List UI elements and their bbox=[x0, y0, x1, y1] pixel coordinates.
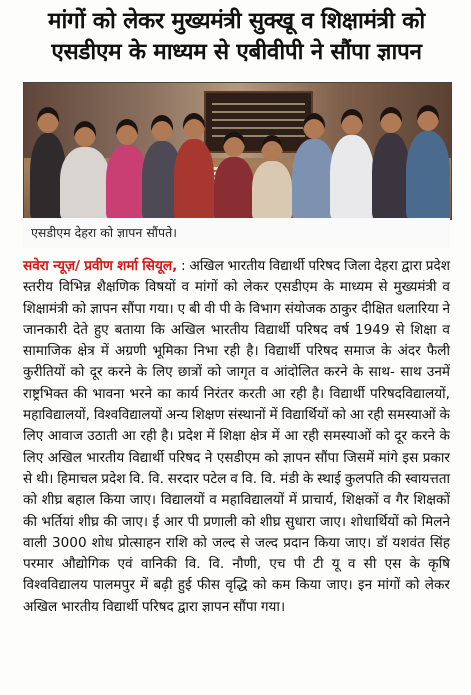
headline-line-2: एसडीएम के माध्यम से एबीवीपी ने सौंपा ज्ञापन bbox=[51, 39, 422, 65]
photo-person bbox=[60, 147, 110, 219]
photo-person bbox=[406, 131, 450, 219]
article-body bbox=[23, 256, 450, 618]
news-photo bbox=[23, 82, 452, 220]
photo-caption: एसडीएम देहरा को ज्ञापन सौंपते। bbox=[23, 218, 450, 248]
headline bbox=[12, 6, 461, 68]
photo-person bbox=[330, 135, 374, 219]
article-text: : अखिल भारतीय विद्यार्थी परिषद जिला देहरा द्वारा प्रदेश स्तरीय विभिन्न शैक्षणिक विषयों व मांगों को लेकर एसडीएम के माध्यम से मुख्यमंत्री व शिक्षामंत्री को ज्ञापन सौंपा गया। ए बी वी पी के विभाग संयोजक ठाकुर दीक्षित धलारिया ने जानकारी देते हुए बताया कि अखिल भारतीय विद्यार्थी परिषद वर्ष 1949 से शिक्षा व सामाजिक क्षेत्र में अग्रणी भूमिका निभा रही है। विद्यार्थी परिषद समाज के अंदर फैली कुरीतियों को दूर करने के लिए छात्रों को जागृत व आंदोलित करने के साथ- साथ उनमें राष्ट्रभिक्त की भावना भरने का कार्य निरंतर करती आ रही है। विद्यार्थी परिषदविद्यालयों, महाविद्यालयों, विश्वविद्यालयों अन्य शिक्षण संस्थानों में विद्यार्थियों को आ रही समस्याओं के लिए आवाज उठाती आ रही है। प्रदेश में शिक्षा क्षेत्र में आ रही समस्याओं को दूर करने के लिए अखिल भारतीय विद्यार्थी परिषद ने एसडीएम को ज्ञापन सौंपा जिसमें मांगे इस प्रकार से थी। हिमाचल प्रदेश वि. वि. सरदार पटेल व वि. वि. मंडी के स्थाई कुलपति की स्वायत्तता को शीघ्र बहाल किया जाए। विद्यालयों व महाविद्यालयों में प्राचार्य, शिक्षकों व गैर शिक्षकों की भर्तियां शीघ्र की जाए। ई आर पी प्रणाली को शीघ्र सुधारा जाए। शोधार्थियों को मिलने वाली 3000 शोध प्रोत्साहन राशि को जल्द से जल्द प्रदान किया जाए। डॉ यशवंत सिंह परमार औद्योगिक एवं वानिकी वि. वि. नौणी, एच पी टी यू व सी एस के कृषि विश्वविद्यालय पालमपुर में बढ़ी हुई फीस वृद्धि को कम किया जाए। इन मांगों को लेकर अखिल भारतीय विद्यार्थी परिषद द्वारा ज्ञापन सौंपा गया। bbox=[23, 258, 450, 615]
photo-person bbox=[252, 161, 292, 219]
photo-person bbox=[214, 157, 254, 219]
photo-notice-board bbox=[204, 91, 313, 153]
photo-person bbox=[174, 139, 214, 219]
article-byline: सवेरा न्यूज़/ प्रवीण शर्मा सियूल, bbox=[23, 258, 178, 274]
headline-line-1: मांगों को लेकर मुख्यमंत्री सुक्खू व शिक्षामंत्री को bbox=[48, 8, 425, 34]
photo-person bbox=[372, 133, 410, 219]
